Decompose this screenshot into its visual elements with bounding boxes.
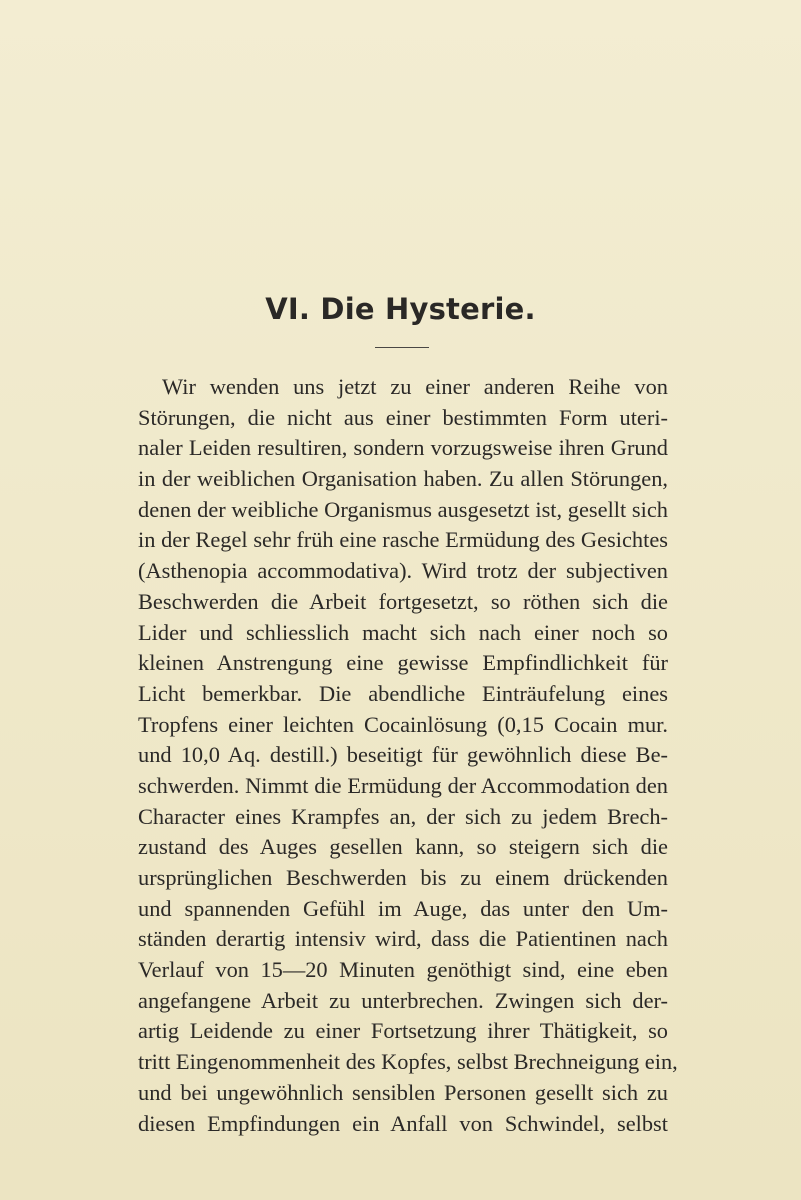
text-line: ursprünglichen Beschwerden bis zu einem drückenden	[138, 865, 668, 890]
text-line: Beschwerden die Arbeit fortgesetzt, so röthen sich die	[138, 588, 668, 614]
text-line: ständen derartig intensiv wird, dass die Patientinen nach	[138, 926, 668, 952]
text-line: tritt Eingenommenheit des Kopfes, selbst Brechneigung ein,	[138, 1049, 678, 1075]
text-line: zustand des Auges gesellen kann, so steigern sich die	[138, 834, 668, 860]
text-line: angefangene Arbeit zu unterbrechen. Zwingen sich der-	[138, 987, 668, 1013]
text-line: Tropfens einer leichten Cocainlösung (0,15 Cocain mur.	[138, 711, 668, 737]
text-line: Störungen, die nicht aus einer bestimmten Form uteri-	[138, 404, 668, 430]
text-line: naler Leiden resultiren, sondern vorzugsweise ihren Grund	[138, 435, 668, 461]
text-line: artig Leidende zu einer Fortsetzung ihrer Thätigkeit, so	[138, 1018, 668, 1044]
chapter-heading: VI. Die Hysterie.	[265, 292, 536, 326]
text-line: in der weiblichen Organisation haben. Zu allen Störungen,	[138, 466, 668, 492]
text-line: in der Regel sehr früh eine rasche Ermüdung des Gesichtes	[138, 527, 668, 553]
text-line: denen der weibliche Organismus ausgesetzt ist, gesellt sich	[138, 496, 668, 522]
chapter-divider	[375, 347, 429, 348]
text-line: (Asthenopia accommodativa). Wird trotz der subjectiven	[138, 558, 668, 584]
body-text	[138, 372, 678, 1139]
text-line: Lider und schliesslich macht sich nach einer noch so	[138, 619, 668, 645]
text-line: diesen Empfindungen ein Anfall von Schwindel, selbst	[138, 1110, 668, 1136]
text-line: und 10,0 Aq. destill.) beseitigt für gewöhnlich diese Be-	[138, 742, 668, 768]
text-line: Character eines Krampfes an, der sich zu jedem Brech-	[138, 803, 668, 829]
text-line: und bei ungewöhnlich sensiblen Personen gesellt sich zu	[138, 1079, 668, 1105]
text-line: und spannenden Gefühl im Auge, das unter den Um-	[138, 895, 668, 921]
text-line: Wir wenden uns jetzt zu einer anderen Reihe von	[162, 374, 668, 399]
text-line: schwerden. Nimmt die Ermüdung der Accommodation den	[138, 772, 668, 798]
text-line: Verlauf von 15—20 Minuten genöthigt sind, eine eben	[138, 957, 668, 983]
text-line: kleinen Anstrengung eine gewisse Empfindlichkeit für	[138, 650, 668, 676]
text-line: Licht bemerkbar. Die abendliche Einträufelung eines	[138, 680, 668, 706]
